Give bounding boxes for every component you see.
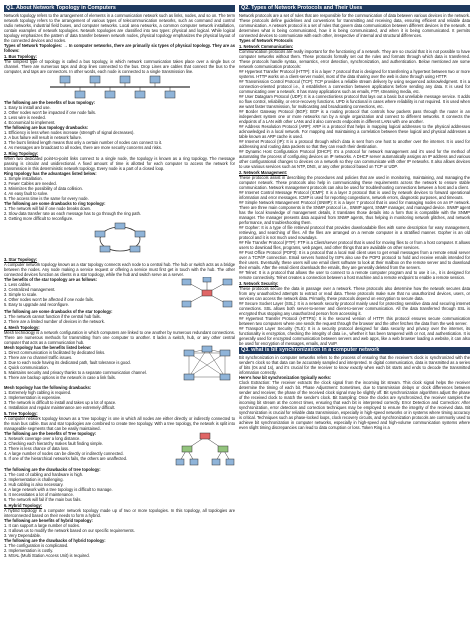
list-item: 1. The cost of cabling and hardware is high. — [4, 472, 84, 477]
mesh-block — [4, 345, 235, 385]
list-item: ## Gopher: It is a type of file retrieval protocol that provides downloadable files with some description for easy management, retrieving, and searching of files. All the files are arranged on a remote computer in a stratified manner. Gopher is an old protocol and it is not much used nowadays. — [239, 225, 470, 240]
bus-title: 1. Bus Topology: — [4, 54, 37, 59]
list-item: 5. Easy to upgrade and reconfigure. — [4, 302, 70, 307]
mesh-title: 4. Mesh Topology: — [4, 325, 40, 330]
list-item: 3. Very Dependable. — [4, 533, 42, 538]
q3-text: Bit synchronization in computer networks refers to the process of ensuring that the receiver's clock is synchronized with the sender's clock so that data can be accurately sampled and interpreted. In digital communication, data is transmitted as a series of bits (0s and 1s), and it's crucial for the receiver to know exactly when each bit starts and ends to decode the transmitted information correctly. — [239, 355, 470, 375]
list-item: 2. Implementation is challenging. — [4, 477, 64, 482]
tree-benefits-head: The following are the benefits of Tree topology: — [4, 431, 97, 436]
list-item: ## Post Office Protocol (POP3): It is a protocol that a local mail client uses to get email messages from a remote email server over a TCP/IP connection. Email servers hosted by ISPs also use the POP3 protocol to hold and receive emails intended for their users. Eventually, these users will use email client software to look at their mailbox on the remote server and to download their emails. After the email client downloads the emails, they are generally deleted from the servers. — [239, 250, 470, 270]
tree-lists — [4, 431, 172, 467]
list-item: 1. Simple installation. — [4, 176, 43, 181]
hybrid-benefits-head: The following are benefits of hybrid topology: — [4, 518, 93, 523]
ring-text: When two dedicated point-to-point links connect to a single node, the topology is known as a ring topology. The message passing is circular and unidirectional. A fixed amount of time is allotted for each computer to access the network for transmission in this deterministic network topology. Every node is a part of a closed loop. — [4, 156, 235, 171]
list-item: 2. Centralized management. — [4, 287, 56, 292]
comm-title: 1. Network Communication: — [239, 44, 294, 49]
list-item: ## Internet Control Message Protocol (ICMP): It is a layer 3 protocol that is used by network devices to forward operational information and error messages. ICMP is used for reporting congestions, network errors, diagnostic purposes, and timeouts. — [239, 190, 470, 200]
list-item: 2. Checking each hierarchy makes fault finding simple. — [4, 441, 103, 446]
list-item: 4. Quick communication. — [4, 365, 49, 370]
list-item: 3. The bus's limited length means that only a certain number of nodes can connect to it. — [4, 140, 163, 145]
list-item: 1. Network coverage over a long distance. — [4, 436, 81, 441]
list-item: 1. It can support a large number of nodes. — [4, 523, 81, 528]
list-item: 2. It allows us to modify the network based on our specific requirements. — [4, 528, 135, 533]
list-item: ## Hypertext Transfer Protocol (HTTP): It is a layer 7 protocol that is designed for transferring a hypertext between two or more systems. HTTP works on a client-server model, most of the data sharing over the web is done through using HTTP. — [239, 69, 470, 79]
list-item: ## Transport Layer Security (TLS): It is a security protocol designed for data security and privacy over the internet, its functionality is encryption, checking the integrity of data i.e., whether it has been tampered with or not, and authentication. It is generally used for encrypted communication between servers and web apps, like a web browser loading a website, it can also be used for encryption of messages, emails, and VoIP. — [239, 326, 470, 346]
sec-text: These protocols secure the data in passage over a network. These protocols also determine how the network secures data from any unauthorized attempts to extract or read data. These protocols make sure that no unauthorized devices, users, or services can access the network data. Primarily, these protocols depend on encryption to secure data. — [239, 286, 470, 301]
star-block — [4, 277, 235, 309]
q1-header: Q1. About Network Topology in Computers — [4, 5, 235, 12]
hybrid-text: A hybrid topology is a computer network topology made up of two or more topologies. In this topology, all topologies are interconnected based on their needs to form a hybrid. — [4, 508, 235, 518]
list-item: 3. There is less chance of data loss. — [4, 446, 70, 451]
list-item: ## Telnet: It is a protocol that allows the user to connect to a remote computer program and to use it i.e., it is designed for remote connectivity. Telnet creates a connection between a host machine and a remote endpoint to enable a remote session. — [239, 270, 470, 280]
list-item: 5. Maintains security and privacy thanks to a separate communication channel. — [4, 370, 147, 375]
left-column — [4, 4, 235, 628]
list-item: 4. An easy fault to solve. — [4, 191, 49, 196]
q3-more: Clock Extraction: The receiver extracts the clock signal from the incoming bit stream. This clock signal helps the receiver determine the timing of each bit. Phase Adjustment: Sometimes, due to transmission delays or clock differences between sender and receiver, the phase of the received clock signal may be slightly off. Bit synchronization algorithms adjust the phase of the received clock to match the sender's clock. Bit Sampling: Once the clocks are synchronized, the receiver samples the incoming bit stream at the correct times, ensuring that each bit is interpreted correctly. Error Detection and Correction: After synchronization, error detection and correction techniques may be employed to ensure the integrity of the received data. Bit synchronization is crucial for reliable data transmission, especially in high-speed networks or in systems where timing accuracy is critical. Techniques such as phase-locked loops, clock recovery circuits, and synchronization protocols are commonly used to achieve bit synchronization in computer networks, especially in high-speed and high-volume communication systems where even slight timing discrepancies can lead to data corruption or loss. Token Ring is a — [239, 380, 470, 430]
list-item: ## Address Resolution Protocol (ARP): ARP is a protocol that helps in mapping logical addresses to the physical addresses acknowledged in a local network. For mapping and maintaining a correlation between these logical and physical addresses a table known as ARP cache is used. — [239, 124, 470, 139]
list-item: ## User Datagram Protocol (UDP): It is a connectionless protocol that lays out a basic but unreliable message service. It adds no flow control, reliability, or error-recovery functions. UPD is functional in cases where reliability is not required. It is used when we want faster transmission, for multicasting and broadcasting connections, etc. — [239, 94, 470, 109]
star-title: 3. Star Topology: — [4, 257, 38, 262]
list-item: 1. Extremely high cabling is required. — [4, 390, 72, 395]
bus-benefits-head: The following are the benefits of bus topology: — [4, 100, 95, 105]
star-topology-diagram — [179, 277, 235, 309]
list-item: 1. Efficiency is less when nodes increase (strength of signal decreases). — [4, 130, 135, 135]
mgmt-text: These protocols assist in describing the procedures and policies that are used in monitoring, maintaining, and managing the computer network. These protocols also help in communicating these requirements across the network to ensure stable communication. Network management protocols can also be used for troubleshooting connections between a host and a client. — [239, 175, 470, 190]
list-item: 4. A large number of nodes can be directly or indirectly connected. — [4, 451, 124, 456]
list-item: 2. Fewer Cables are needed. — [4, 181, 57, 186]
mesh-text: Mesh technology is a network configuration in which computers are linked to one another by numerous redundant connections. There are numerous methods for transmitting from one computer to another. It lacks a switch, hub, or any other central computer that acts as a communication hub. — [4, 330, 235, 345]
tree-title: 5. Tree Topology: — [4, 411, 38, 416]
types-line: Types of Network Topologies: → In computer networks, there are primarily six types of physical topology. They are as follows: — [4, 43, 235, 53]
list-item: 3. The network is difficult to install and takes up a lot of space. — [4, 400, 117, 405]
q2-header: Q2. Types of Network Protocols and Their Uses — [239, 5, 470, 12]
bus-text: The simplest type of topology is called a bus topology, in which network communication takes place over a single bus or channel. There are numerous taps and drop lines connected to the bus. Drop Lines are cables that connect the bus to the computer, and taps are connectors. In other words, each node is connected to a single transmission line. — [4, 59, 235, 74]
list-item: 6. There are backup options in the network in case a link fails. — [4, 375, 116, 380]
list-item: 3. Minimizes the possibility of data collision. — [4, 186, 83, 191]
list-item: ## Dynamic Host Configuration Protocol (DHCP): It's a protocol for network management and it's used for the method of automating the process of configuring devices on IP networks. A DHCP server automatically assigns an IP address and various other configurational changes to devices on a network so they can communicate with other IP networks. It also allows devices to use various services such as NTP, DNS, or any other protocol based on TCP or UDP. — [239, 149, 470, 169]
tree-block — [4, 431, 235, 467]
ring-diagram-wrap — [4, 222, 235, 256]
list-item: 5. The access time is the same for every node. — [4, 196, 89, 201]
list-item: 2. Other nodes won't be impacted if one node fails. — [4, 110, 97, 115]
tree-drawbacks-head: The following are the drawbacks of tree topology: — [4, 467, 101, 472]
list-item: 4. Installation and regular maintenance are extremely difficult. — [4, 405, 116, 410]
ring-topology-diagram — [90, 222, 150, 256]
comm-text: Communication protocols are really important for the functioning of a network. They are so crucial that it is not possible to have computer networks without them. These protocols formally set out the rules and formats through which data is transferred. These protocols handle syntax, semantics, error detection, synchronization, and authentication. Below mentioned are some network communication protocols: — [239, 49, 470, 69]
ring-title: 2. Ring Topology: — [4, 151, 39, 156]
list-item: ## Simple Network Management Protocol (SNMP): It is a layer 7 protocol that is used for managing nodes on an IP network. There are three main components in the SNMP protocol i.e., SNMP agent, SNMP manager, and managed device. SNMP agent has the local knowledge of management details, it translates those details into a form that is compatible with the SNMP manager. The manager presents data acquired from SNMP agents, thus helping in monitoring network glitches, and network performance, and troubleshooting them. — [239, 200, 470, 225]
list-item: 4. As messages are broadcast to all nodes, there are more security concerns and risks. — [4, 145, 162, 150]
list-item: 3. Less wire is needed. — [4, 115, 46, 120]
right-column — [239, 4, 470, 628]
hybrid-title: 6. Hybrid Topology: — [4, 503, 43, 508]
list-item: ## Hypertext Transfer Protocol (HTTPS): It is the secured version of HTTP. this protocol ensures secure communication between two computers where one sends the request through the browser and the other fetches the data from the web server. — [239, 316, 470, 326]
list-item: ## Transmission Control Protocol (TCP): TCP provides a reliable stream delivery by using sequenced acknowledgment. It is a connection-oriented protocol i.e., it establishes a connection between applications before sending any data. It is used for communicating over a network. It has many applications such as emails, FTP, streaming media, etc. — [239, 79, 470, 94]
bus-drawbacks-head: The following are bus topology drawbacks: — [4, 125, 89, 130]
list-item: 1. Direct communication is facilitated by dedicated links. — [4, 350, 106, 355]
q3-sub: Here's how bit synchronization typically works: — [239, 375, 332, 380]
list-item: 2. A bus failure will result in network failure. — [4, 135, 83, 140]
ring-benefits-head: Ring topology has the advantages listed below: — [4, 171, 97, 176]
ring-drawbacks-head: The following are some drawbacks to ring topology: — [4, 201, 106, 206]
mesh-drawbacks-head: Mesh topology has the following drawbacks: — [4, 385, 92, 390]
mgmt-title: 2. Network Management: — [239, 170, 288, 175]
list-item: 5. It necessitates a lot of maintenance. — [4, 492, 74, 497]
q3-header: Q3. what is bit synchronization in a computer network — [239, 347, 470, 354]
list-item: 2. Implementation is expensive. — [4, 395, 62, 400]
list-item: 6. The network will fail if the main bus fails. — [4, 497, 82, 502]
list-item: 3. Simple to scale. — [4, 292, 38, 297]
star-lists — [4, 277, 176, 309]
bus-diagram-wrap — [4, 75, 235, 99]
list-item: ## Secure Socket Layer (SSL): It is a network security protocol mainly used for protecting sensitive data and securing internet connections. SSL allows both server-to-server and client-to-server communication. All the data transferred through SSL is encrypted thus stopping any unauthorized person from accessing it. — [239, 301, 470, 316]
list-item: 3. Getting more difficult to reconfigure. — [4, 216, 74, 221]
mesh-benefits-head: Mesh topology has the benefits listed below: — [4, 345, 92, 350]
list-item: 1. Less cables. — [4, 282, 32, 287]
list-item: 2. There are no channel traffic issues. — [4, 355, 73, 360]
list-item: 1. The configuration is complicated. — [4, 543, 69, 548]
list-item: 2. There are a limited number of devices in the network. — [4, 319, 105, 324]
star-drawbacks-head: The following are some drawbacks of the star topology: — [4, 309, 113, 314]
list-item: 1. Easy to install and use. — [4, 105, 51, 110]
list-item: 1. The network will fail if one node breaks down. — [4, 206, 92, 211]
mesh-topology-diagram — [179, 345, 235, 385]
star-text: A computer network topology known as a star topology connects each node to a central hub. The hub or switch acts as a bridge between the nodes. Any node making a service request or offering a service must first get in touch with the hub. The other connected devices function as clients in a star topology, while the hub and switch serve as a server. — [4, 262, 235, 277]
star-benefits-head: The benefits of the star topology are as follows: — [4, 277, 98, 282]
mesh-benefits — [4, 345, 176, 385]
list-item: 1. The network cannot function if the central hub fails. — [4, 314, 101, 319]
list-item: 5. If one of the hierarchical networks fails, the others are unaffected. — [4, 456, 128, 461]
list-item: 2. Slow data transfer rate as each message has to go through the ring path. — [4, 211, 141, 216]
sec-title: 3. Network Security: — [239, 281, 279, 286]
list-item: 4. A large network with a tree topology is difficult to manage. — [4, 487, 113, 492]
document-page — [4, 4, 470, 628]
list-item: ## File Transfer Protocol (FTP): FTP is a Client/server protocol that is used for moving files to or from a host computer. It allows users to download files, programs, web pages, and other things that are available on other services. — [239, 240, 470, 250]
list-item: 4. Economical to implement. — [4, 120, 56, 125]
bus-topology-diagram — [45, 75, 195, 99]
list-item: 3. MSAL (Multi Station Access Unit) is required. — [4, 553, 90, 558]
list-item: ## Internet Protocol (IP): It is a protocol through which data is sent from one host to another over the internet. It is used for addressing and routing data packets so that they can reach their destination. — [239, 139, 470, 149]
tree-topology-diagram — [175, 431, 235, 467]
list-item: 2. Implementation is costly. — [4, 548, 54, 553]
list-item: ## Border Gateway Protocol (BGP): BGP is a routing protocol that controls how packets pass through the router in an independent system one or more networks run by a single organization and connect to different networks. It connects the endpoints of a LAN with other LANs and it also connects endpoints in different LANs with one another. — [239, 109, 470, 124]
list-item: 4. Other nodes won't be affected if one node fails. — [4, 297, 94, 302]
tree-text: A computer network topology known as a 'tree topology' is one in which all nodes are either directly or indirectly connected to the main bus cable. Bus and star topologies are combined to create tree topology. With a tree topology, the network is split into manageable segments that can be easily maintained. — [4, 416, 235, 431]
q1-intro: Network topology refers to the arrangement of elements in a communication network such as links, nodes, and so on. The term network topology refers to the arrangement of various types of telecommunication networks, such as command and control radio networks, industrial field buses, and computer networks. Local area networks, a common computer network installation, contain examples of network topologies. Network topologies are classified into two types: physical and logical. While logical topology emphasizes the pattern of data transfer between network nodes, physical topology emphasizes the physical layout of the connected devices and nodes. — [4, 13, 235, 43]
q2-intro: Network protocols are a set of rules that are responsible for the communication of data between various devices in the network. These protocols define guidelines and conventions for transmitting and receiving data, ensuring efficient and reliable data communication. A network protocol is a set of rules that govern data communication between different devices in the network. It determines what is being communicated, how it is being communicated, and when it is being communicated. It permits connected devices to communicate with each other, irrespective of internal and structural differences. — [239, 13, 470, 38]
hybrid-drawbacks-head: The following are the drawbacks of hybrid topology: — [4, 538, 106, 543]
list-item: 3. Hub cabling is also necessary. — [4, 482, 64, 487]
protocol-types-head: Types of Network Protocols — [239, 38, 293, 43]
list-item: 3. Due to each node having its dedicated path, fault tolerance is good. — [4, 360, 131, 365]
